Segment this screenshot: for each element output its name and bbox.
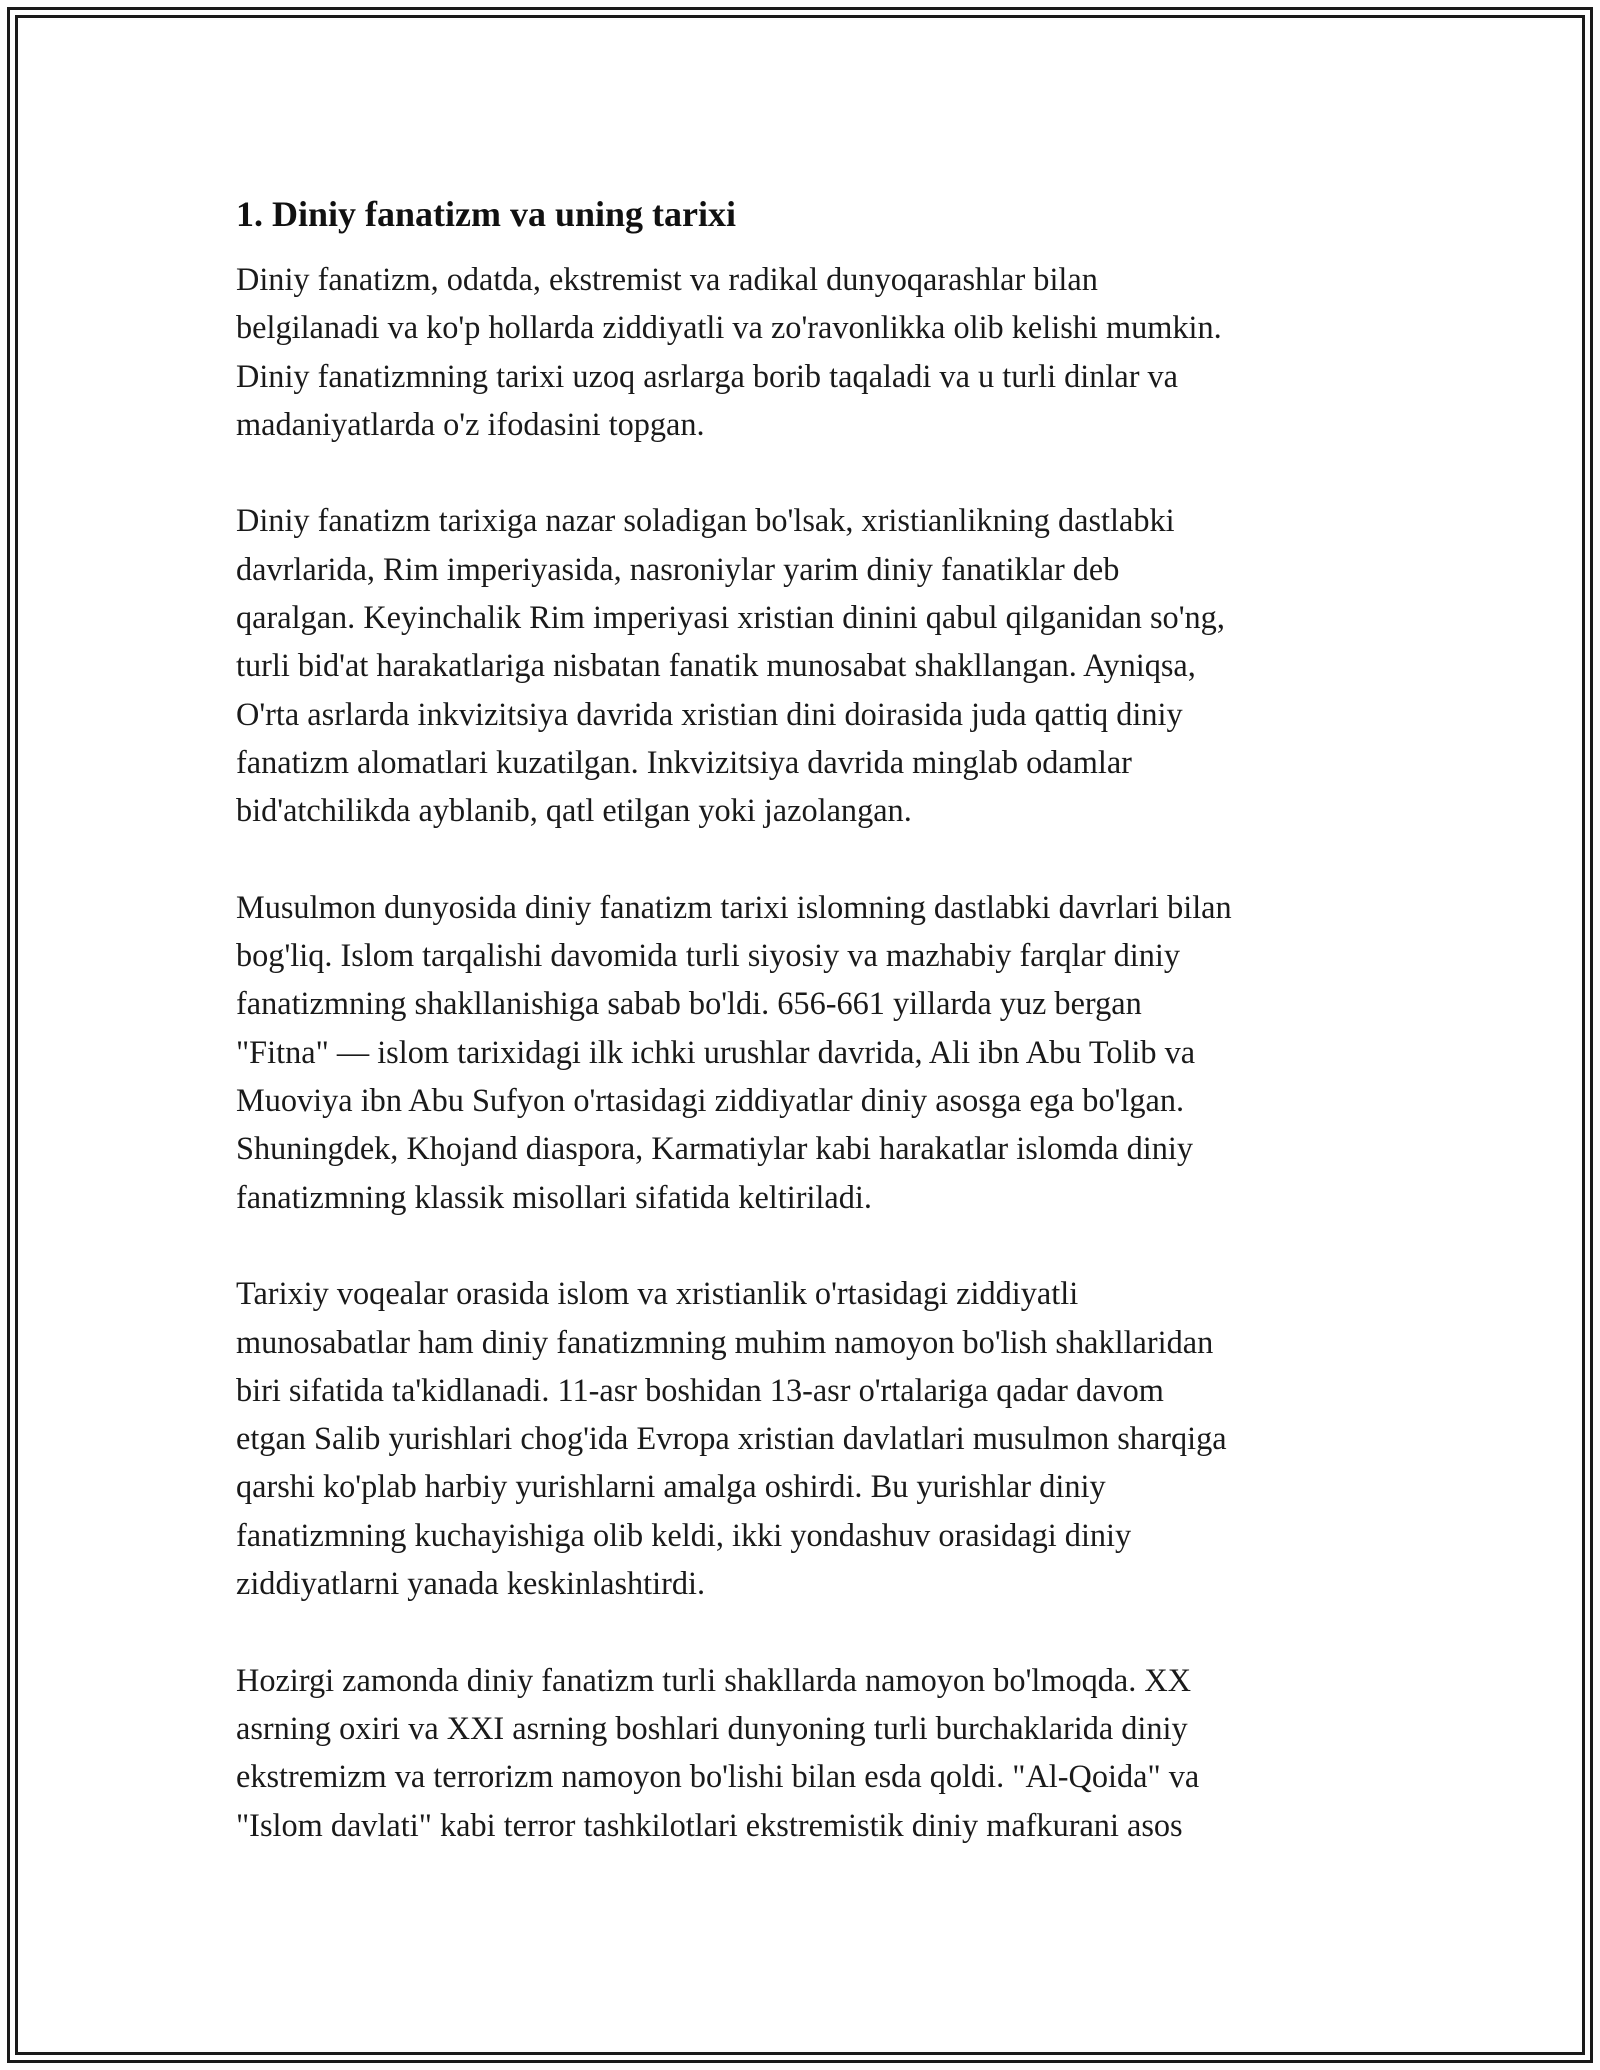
paragraph-3	[236, 883, 1381, 1221]
text-line: fanatizmning shakllanishiga sabab bo'ldi. 656-661 yillarda yuz bergan	[236, 985, 1142, 1022]
text-line: etgan Salib yurishlari chog'ida Evropa xristian davlatlari musulmon sharqiga	[236, 1420, 1227, 1457]
text-line: ziddiyatlarni yanada keskinlashtirdi.	[236, 1565, 706, 1602]
text-line: biri sifatida ta'kidlanadi. 11-asr boshidan 13-asr o'rtalariga qadar davom	[236, 1371, 1164, 1408]
text-line: "Islom davlati" kabi terror tashkilotlari ekstremistik diniy mafkurani asos	[236, 1806, 1183, 1843]
text-line: bid'atchilikda ayblanib, qatl etilgan yoki jazolangan.	[236, 792, 912, 829]
text-line: qarshi ko'plab harbiy yurishlarni amalga oshirdi. Bu yurishlar diniy	[236, 1468, 1106, 1505]
text-line: Muoviya ibn Abu Sufyon o'rtasidagi ziddiyatlar diniy asosga ega bo'lgan.	[236, 1082, 1185, 1119]
paragraph-4	[236, 1269, 1381, 1607]
text-line: davrlarida, Rim imperiyasida, nasroniylar yarim diniy fanatiklar deb	[236, 550, 1120, 587]
text-line: "Fitna" — islom tarixidagi ilk ichki urushlar davrida, Ali ibn Abu Tolib va	[236, 1033, 1196, 1070]
text-line: bog'liq. Islom tarqalishi davomida turli siyosiy va mazhabiy farqlar diniy	[236, 937, 1181, 974]
section-heading: 1. Diniy fanatizm va uning tarixi	[236, 194, 737, 234]
text-line: O'rta asrlarda inkvizitsiya davrida xristian dini doirasida juda qattiq diniy	[236, 695, 1183, 732]
text-line: munosabatlar ham diniy fanatizmning muhim namoyon bo'lish shakllaridan	[236, 1323, 1214, 1360]
text-line: turli bid'at harakatlariga nisbatan fanatik munosabat shakllangan. Ayniqsa,	[236, 647, 1196, 684]
text-line: fanatizmning klassik misollari sifatida keltiriladi.	[236, 1178, 872, 1215]
paragraph-2	[236, 496, 1381, 834]
text-line: belgilanadi va ko'p hollarda ziddiyatli va zo'ravonlikka olib kelishi mumkin.	[236, 309, 1222, 346]
text-line: Diniy fanatizm, odatda, ekstremist va radikal dunyoqarashlar bilan	[236, 261, 1098, 297]
text-line: qaralgan. Keyinchalik Rim imperiyasi xristian dinini qabul qilganidan so'ng,	[236, 599, 1225, 636]
text-line: Diniy fanatizm tarixiga nazar soladigan bo'lsak, xristianlikning dastlabki	[236, 502, 1175, 539]
paragraph-5	[236, 1656, 1381, 1849]
paragraph-1	[236, 255, 1381, 448]
text-line: fanatizmning kuchayishiga olib keldi, ikki yondashuv orasidagi diniy	[236, 1516, 1132, 1553]
text-line: Shuningdek, Khojand diaspora, Karmatiylar kabi harakatlar islomda diniy	[236, 1130, 1194, 1167]
text-line: fanatizm alomatlari kuzatilgan. Inkvizitsiya davrida minglab odamlar	[236, 743, 1132, 780]
text-line: Diniy fanatizmning tarixi uzoq asrlarga borib taqaladi va u turli dinlar va	[236, 357, 1179, 394]
text-line: Musulmon dunyosida diniy fanatizm tarixi islomning dastlabki davrlari bilan	[236, 888, 1232, 925]
text-line: Hozirgi zamonda diniy fanatizm turli shakllarda namoyon bo'lmoqda. XX	[236, 1661, 1192, 1698]
text-line: Tarixiy voqealar orasida islom va xristianlik o'rtasidagi ziddiyatli	[236, 1275, 1079, 1312]
text-line: madaniyatlarda o'z ifodasini topgan.	[236, 405, 705, 442]
text-line: asrning oxiri va XXI asrning boshlari dunyoning turli burchaklarida diniy	[236, 1709, 1188, 1746]
text-line: ekstremizm va terrorizm namoyon bo'lishi bilan esda qoldi. "Al-Qoida" va	[236, 1758, 1200, 1795]
document-body	[236, 186, 1381, 1897]
